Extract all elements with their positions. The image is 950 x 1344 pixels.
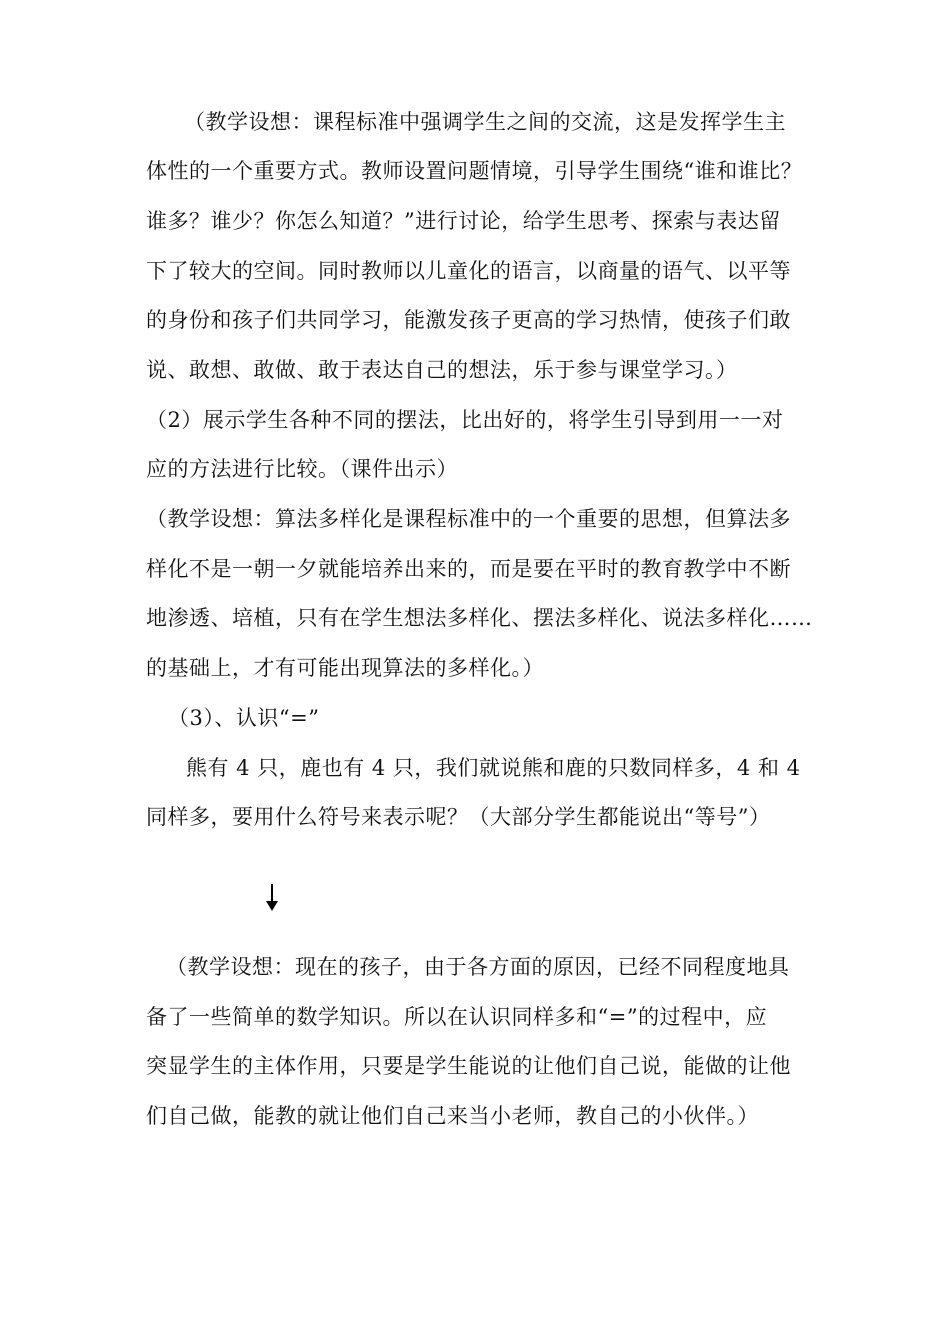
text-line: 体性的一个重要方式。教师设置问题情境，引导学生围绕“谁和谁比？ (146, 159, 803, 183)
text-line: （教学设想：现在的孩子，由于各方面的原因，已经不同程度地具 (166, 955, 790, 979)
section-heading: （3）、认识“=” (168, 706, 320, 730)
text-line: 备了一些简单的数学知识。所以在认识同样多和“=”的过程中，应 (146, 1005, 768, 1029)
text-line: 的基础上，才有可能出现算法的多样化。） (146, 656, 544, 680)
text-line: 样化不是一朝一夕就能培养出来的，而是要在平时的教育教学中不断 (146, 557, 791, 581)
arrow-head-icon (266, 901, 278, 911)
text-line: （教学设想：算法多样化是课程标准中的一个重要的思想，但算法多 (146, 507, 791, 531)
text-line: 说、敢想、敢做、敢于表达自己的想法，乐于参与课堂学习。） (146, 358, 738, 382)
text-line: 谁多？谁少？你怎么知道？”进行讨论，给学生思考、探索与表达留 (146, 209, 781, 233)
text-line: 下了较大的空间。同时教师以儿童化的语言，以商量的语气、以平等 (146, 259, 791, 283)
text-line: 突显学生的主体作用，只要是学生能说的让他们自己说，能做的让他 (146, 1054, 791, 1078)
text-line: 熊有 4 只，鹿也有 4 只，我们就说熊和鹿的只数同样多，4 和 4 (186, 756, 801, 780)
text-line: 的身份和孩子们共同学习，能激发孩子更高的学习热情，使孩子们敢 (146, 308, 791, 332)
text-line: 同样多，要用什么符号来表示呢？（大部分学生都能说出“等号”） (146, 805, 771, 829)
text-line: 们自己做，能教的就让他们自己来当小老师，教自己的小伙伴。） (146, 1104, 759, 1128)
text-line: （教学设想：课程标准中强调学生之间的交流，这是发挥学生主 (184, 110, 786, 134)
text-line: 地渗透、培植，只有在学生想法多样化、摆法多样化、说法多样化…… (146, 606, 813, 630)
text-line: 应的方法进行比较。（课件出示） (146, 457, 458, 481)
text-line: （2）展示学生各种不同的摆法，比出好的，将学生引导到用一一对 (146, 408, 784, 432)
